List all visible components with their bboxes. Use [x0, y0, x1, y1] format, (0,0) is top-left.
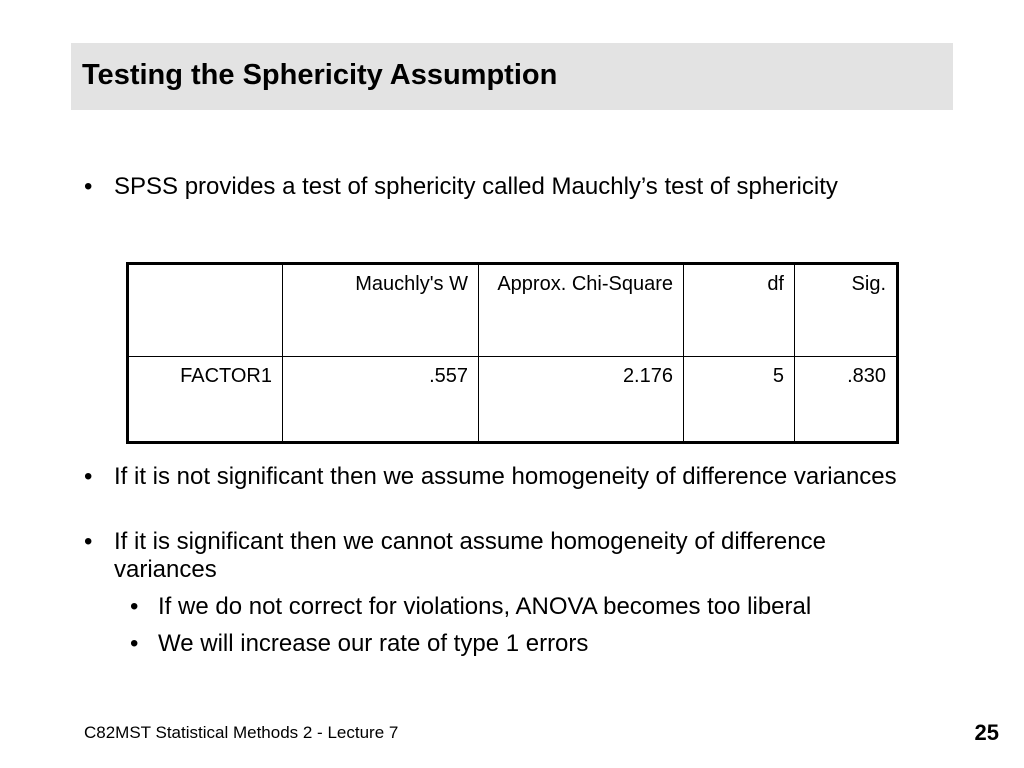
bullet-text: If it is not significant then we assume homogeneity of difference variances — [114, 463, 897, 490]
title-bar — [71, 43, 953, 110]
sub-bullet-marker: • — [130, 630, 139, 657]
slide-footer: C82MST Statistical Methods 2 - Lecture 7 — [84, 723, 399, 742]
table-cell-effect: FACTOR1 — [128, 357, 283, 443]
mauchly-test-table — [126, 262, 899, 444]
sub-bullet-text: If we do not correct for violations, ANOVA becomes too liberal — [158, 593, 812, 620]
table-header-row — [128, 264, 898, 357]
table-cell-df: 5 — [684, 357, 795, 443]
sub-bullet-marker: • — [130, 593, 139, 620]
table-header-cell-empty — [128, 264, 283, 357]
bullet-marker: • — [84, 173, 93, 200]
page-number: 25 — [974, 720, 999, 745]
table-header-chi-square: Approx. Chi-Square — [479, 264, 684, 357]
bullet-marker: • — [84, 463, 93, 490]
table-header-sig: Sig. — [795, 264, 898, 357]
table-header-mauchlys-w: Mauchly's W — [283, 264, 479, 357]
slide-title: Testing the Sphericity Assumption — [82, 59, 558, 91]
bullet-text: If it is significant then we cannot assume homogeneity of difference variances — [114, 528, 826, 583]
sub-bullet-text: We will increase our rate of type 1 errors — [158, 630, 589, 657]
bullet-text: SPSS provides a test of sphericity called Mauchly’s test of sphericity — [114, 173, 838, 200]
table-cell-sig: .830 — [795, 357, 898, 443]
table-cell-chi-square: 2.176 — [479, 357, 684, 443]
bullet-marker: • — [84, 528, 93, 555]
table-row — [128, 357, 898, 443]
table-cell-mauchlys-w: .557 — [283, 357, 479, 443]
table-header-df: df — [684, 264, 795, 357]
